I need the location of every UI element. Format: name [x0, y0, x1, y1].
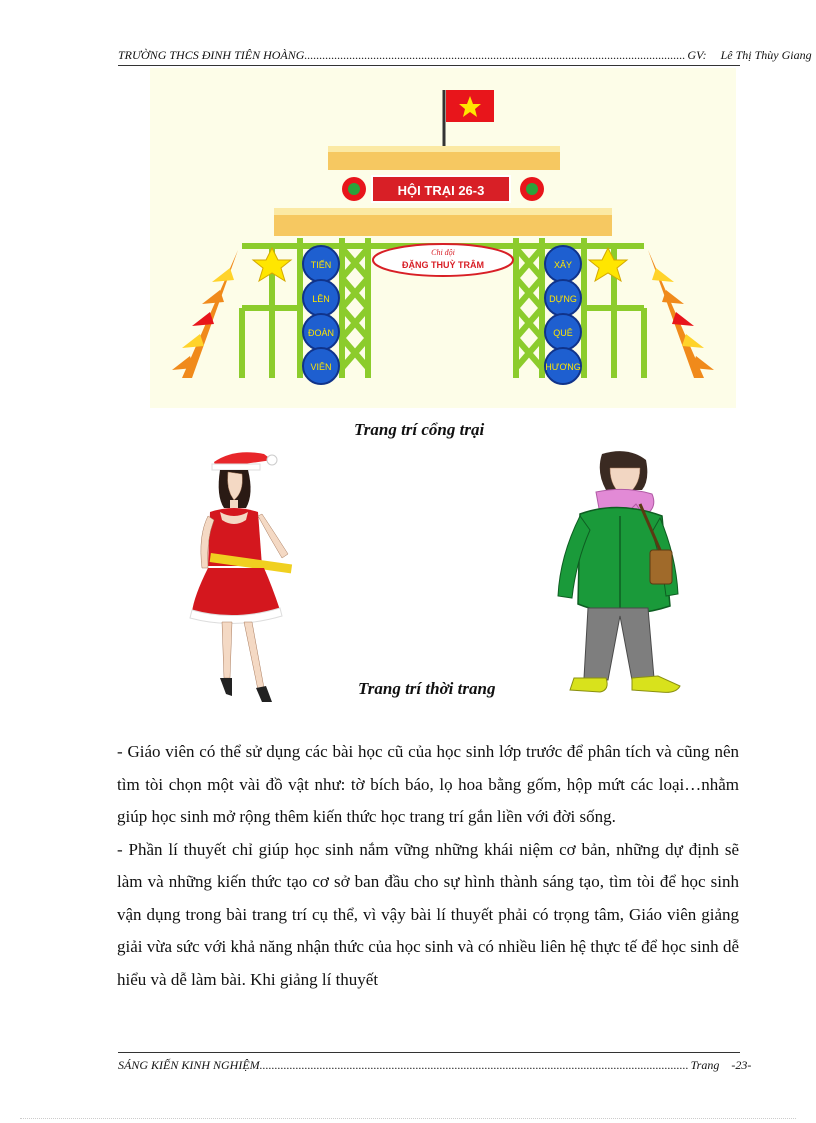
camp-gate-illustration [150, 68, 736, 408]
school-name: TRƯỜNG THCS ĐINH TIÊN HOÀNG [118, 48, 305, 62]
left-word-4: VIÊN [310, 362, 332, 372]
right-word-1: XÂY [553, 260, 573, 270]
paragraph: - Phần lí thuyết chỉ giúp học sinh nắm vững những khái niệm cơ bản, những dự định sẽ làm và những kiến thức tạo cơ sở ban đầu cho sự hình thành sáng tạo, tìm tòi để học sinh vận dụng trong bài trang trí cụ thể, vì vậy bài lí thuyết phải có trọng tâm, Giáo viên giảng giải vừa sức với khả năng nhận thức của học sinh và có nhiều liên hệ thực tế để học sinh dễ hiểu và dễ làm bài. Khi giảng lí thuyết [117, 839, 739, 989]
right-word-2: DỰNG [549, 294, 577, 304]
left-slogan-circles [303, 246, 339, 384]
teacher-name: Lê Thị Thùy Giang [720, 48, 812, 62]
figure-green-coat [540, 446, 700, 716]
footer-rule [118, 1052, 740, 1053]
page-number: -23- [731, 1058, 752, 1072]
left-emblem-inner [348, 183, 360, 195]
camp-gate-drawing [150, 68, 736, 408]
left-word-2: LÊN [312, 294, 330, 304]
right-star-icon [589, 248, 627, 281]
page-header [118, 48, 812, 63]
figure-red-dress [186, 446, 316, 716]
right-emblem-inner [526, 183, 538, 195]
right-slogan-circles [545, 246, 581, 384]
footer-dots: ............................................................................................................................................... [259, 1058, 689, 1072]
header-rule [118, 65, 740, 66]
header-dots: ............................................................................................................................... [304, 48, 686, 62]
footer-title: SÁNG KIẾN KINH NGHIỆM [118, 1058, 260, 1072]
right-word-3: QUÊ [553, 328, 573, 338]
page-bottom-edge [20, 1118, 796, 1119]
green-coat-drawing [540, 446, 700, 716]
body-text [117, 736, 739, 996]
left-bunting [172, 250, 238, 378]
red-dress-drawing [186, 446, 316, 716]
banner-text: HỘI TRẠI 26-3 [397, 183, 485, 198]
unit-name: ĐẶNG THUỲ TRÂM [402, 260, 484, 270]
gv-label: GV: [687, 48, 707, 62]
page-label: Trang [690, 1058, 720, 1072]
right-word-4: HƯƠNG [545, 362, 581, 372]
page-footer [118, 1058, 752, 1073]
caption-gate: Trang trí cổng trại [354, 420, 485, 439]
caption-fashion: Trang trí thời trang [358, 679, 496, 698]
top-bar-shine [328, 146, 560, 152]
paragraph: - Giáo viên có thể sử dụng các bài học cũ của học sinh lớp trước để phân tích và cũng nên tìm tòi chọn một vài đồ vật như: tờ bích báo, lọ hoa bằng gốm, hộp mứt các loại…nhằm giúp học sinh mở rộng thêm kiến thức học trang trí gắn liền với đời sống. [117, 742, 739, 826]
main-bar-shine [274, 208, 612, 215]
right-bunting [648, 250, 714, 378]
left-word-1: TIẾN [310, 260, 332, 270]
unit-label: Chi đội [431, 248, 455, 257]
left-word-3: ĐOÀN [307, 328, 335, 338]
